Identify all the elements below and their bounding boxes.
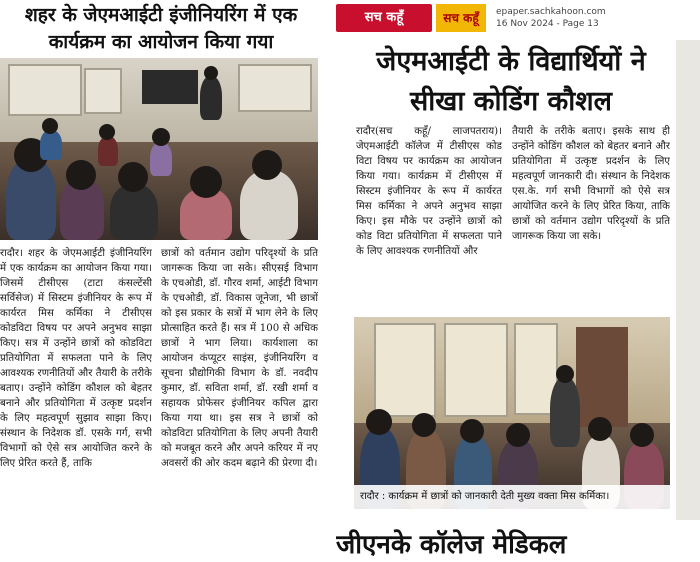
newspaper-logo-secondary: सच कहूँ [436, 4, 486, 32]
right-article-photo [354, 317, 670, 509]
epaper-masthead [336, 4, 700, 36]
left-article-column-2: छात्रों को वर्तमान उद्योग परिदृश्यों के प्रति जागरूक किया जा सके। सीएसई विभाग के एचओडी, डॉ. गौरव शर्मा, आईटी विभाग के एचओडी, डॉ. विकास जूनेजा, भी छात्रों को इस प्रकार के सत्रों में भाग लेने के लिए प्रोत्साहित करते हैं। सत्र में 100 से अधिक छात्रों ने भाग लिया। कार्यशाला का आयोजन कंप्यूटर साइंस, इंजीनियरिंग व सूचना प्रौद्योगिकी विभाग के डॉ. नवदीप कुमार, डॉ. सविता शर्मा, डॉ. रखी शर्मा व सहायक प्रोफेसर इंजीनियर कपिल द्वारा किया गया था। इस सत्र ने छात्रों को कोडविटा प्रतियोगिता के लिए अपनी तैयारी को मजबूत करने और अपने करियर में नए अवसरों की ओर कदम बढ़ाने की प्रेरणा दी। [161, 248, 318, 469]
left-article-photo [0, 58, 318, 240]
left-headline: शहर के जेएमआईटी इंजीनियरिंग में एक कार्यक्रम का आयोजन किया गया [24, 4, 298, 53]
left-clipping [0, 0, 322, 561]
epaper-meta [496, 6, 606, 30]
left-article-column-1: रादौर। शहर के जेएमआईटी इंजीनियरिंग में एक कार्यक्रम का आयोजन किया गया। जिसमें टीसीएस (टाटा कंसल्टेंसी सर्विसेज) में सिस्टम इंजीनियर के रूप में कार्यरत मिस कर्मिका ने टीसीएस कोडविटा विषय पर अपने अनुभव साझा किए। सत्र में उन्होंने छात्रों को कोडविटा प्रतियोगिता में सफलता पाने के लिए आवश्यक रणनीतियों और तैयारी के तरीके बताए। उन्होंने कोडिंग कौशल को बेहतर बनाने और प्रतियोगिता में उत्कृष्ट प्रदर्शन के लिए महत्वपूर्ण सुझाव साझा किए। संस्थान के निदेशक डॉ. एसके गर्ग, सभी विभागों को ऐसे सत्र आयोजित करने के लिए प्रेरित करते हैं, ताकि [0, 248, 152, 469]
adjacent-article-edge [676, 40, 700, 520]
bottom-headline: जीएनके कॉलेज मेडिकल [336, 530, 567, 560]
right-headline: जेएमआईटी के विद्यार्थियों ने सीखा कोडिंग कौशल [376, 46, 646, 117]
right-article-column-1: रादौर(सच कहूँ/ लाजपतराय)। जेएमआईटी कॉलेज में टीसीएस कोड विटा विषय पर कार्यक्रम का आयोजन किया गया। कार्यक्रम में टीसीएस में सिस्टम इंजीनियर के रूप में कार्यरत मिस कर्मिका ने अपने अनुभव साझा किए। इस मौके पर उन्होंने छात्रों को कोड विटा प्रतियोगिता में सफलता पाने के लिए आवश्यक रणनीतियों और [356, 126, 502, 257]
right-article-column-2: तैयारी के तरीके बताए। इसके साथ ही उन्होंने कोडिंग कौशल को बेहतर बनाने और प्रतियोगिता में उत्कृष्ट प्रदर्शन के लिए महत्वपूर्ण जानकारी दी। संस्थान के निदेशक एस.के. गर्ग सभी विभागों को ऐसे सत्र आयोजित करने के लिए प्रेरित किया, ताकि छात्रों को वर्तमान उद्योग परिदृश्यों के प्रति जागरूक किया जा सके। [512, 126, 670, 242]
newspaper-logo: सच कहूँ [336, 4, 432, 32]
epaper-date-page: 16 Nov 2024 - Page 13 [496, 19, 599, 29]
epaper-url: epaper.sachkahoon.com [496, 7, 606, 17]
photo-caption: रादौर : कार्यक्रम में छात्रों को जानकारी देती मुख्य वक्ता मिस कर्मिका। [354, 485, 670, 509]
